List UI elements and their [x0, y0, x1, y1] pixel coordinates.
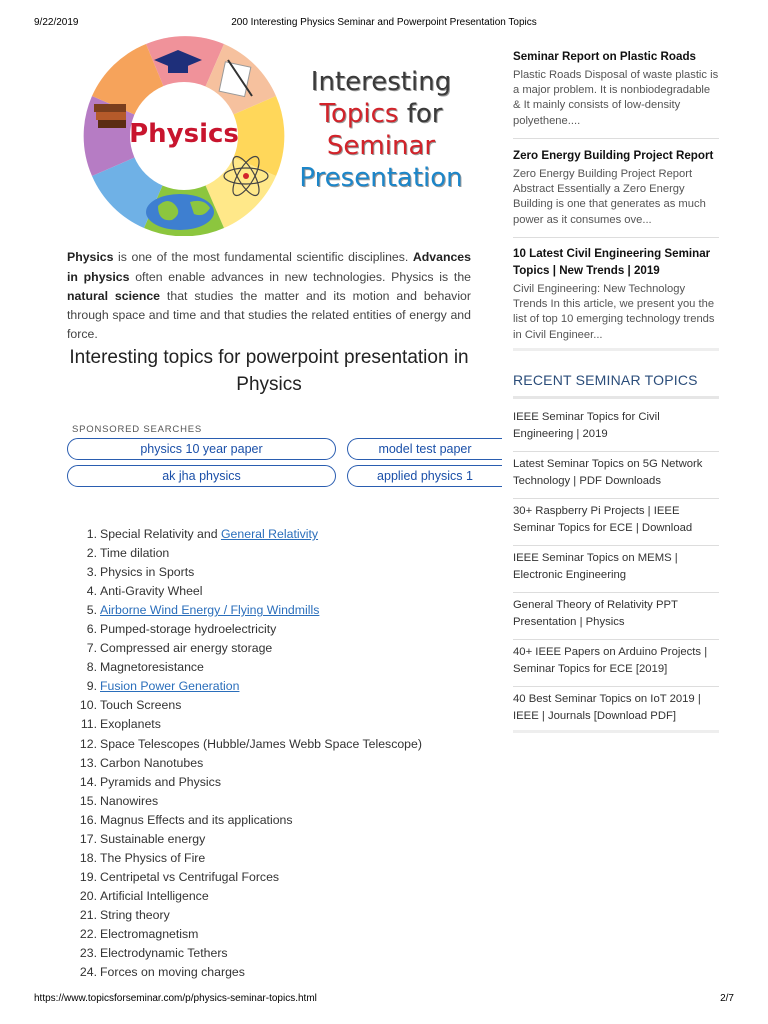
topic-item	[67, 620, 487, 639]
topic-text: Centripetal vs Centrifugal Forces	[100, 869, 280, 884]
topic-text: Artificial Intelligence	[100, 888, 209, 903]
topic-text: Electrodynamic Tethers	[100, 946, 228, 961]
topic-number: 11.	[80, 717, 97, 732]
print-title: 200 Interesting Physics Seminar and Powerpoint Presentation Topics	[231, 17, 537, 28]
topic-number: 18.	[79, 850, 97, 865]
print-date: 9/22/2019	[34, 17, 79, 28]
topic-item	[67, 735, 487, 754]
topic-number: 9.	[86, 679, 97, 694]
print-footer	[34, 993, 734, 1007]
topic-item	[67, 658, 487, 677]
hero-graphic	[80, 34, 302, 236]
topic-item	[67, 563, 487, 582]
topic-item	[67, 601, 487, 620]
topic-item	[67, 906, 487, 925]
topic-link[interactable]: Airborne Wind Energy / Flying Windmills	[100, 603, 320, 618]
topic-number: 24.	[79, 965, 97, 980]
intro-bold-advances: Advances in physics	[67, 250, 471, 284]
topic-item	[67, 963, 487, 982]
topic-text: Exoplanets	[100, 717, 161, 732]
divider	[513, 138, 719, 139]
divider	[513, 348, 719, 351]
topic-number: 14.	[79, 774, 97, 789]
topic-number: 6.	[86, 622, 97, 637]
topic-item	[67, 868, 487, 887]
topic-number: 5.	[86, 603, 97, 618]
print-url: https://www.topicsforseminar.com/p/physics-seminar-topics.html	[34, 993, 317, 1004]
sponsored-label: SPONSORED SEARCHES	[72, 424, 203, 435]
recent-topic-item[interactable]: IEEE Seminar Topics on MEMS | Electronic Engineering	[513, 552, 678, 581]
recent-topic-item[interactable]: IEEE Seminar Topics for Civil Engineering | 2019	[513, 411, 660, 440]
print-page-number: 2/7	[720, 993, 734, 1004]
recent-topics-heading: RECENT SEMINAR TOPICS	[513, 372, 698, 388]
topic-text: Carbon Nanotubes	[100, 755, 204, 770]
popular-post-excerpt: Plastic Roads Disposal of waste plastic is a major problem. It is nonbiodegradable & It mainly consists of low-density polyethene....	[513, 69, 719, 127]
popular-post-2	[513, 147, 719, 228]
divider	[513, 237, 719, 238]
topic-item	[67, 887, 487, 906]
topic-item	[67, 677, 487, 696]
divider	[513, 498, 719, 499]
topic-number: 13.	[79, 755, 97, 770]
topic-number: 12.	[79, 736, 97, 751]
hero-line-2	[292, 98, 470, 130]
hero-line-3: Seminar	[326, 131, 436, 161]
topic-number: 1.	[86, 527, 97, 541]
topic-number: 20.	[79, 888, 97, 903]
topic-text: Magnus Effects and its applications	[100, 812, 293, 827]
topic-text: Anti-Gravity Wheel	[100, 584, 203, 599]
hero-line-2b: for	[398, 99, 443, 129]
intro-text-2: often enable advances in new technologies. Physics is the	[129, 269, 471, 284]
topics-list	[67, 525, 487, 982]
recent-topic-item[interactable]: Latest Seminar Topics on 5G Network Technology | PDF Downloads	[513, 458, 703, 487]
recent-topic-item[interactable]: 40 Best Seminar Topics on IoT 2019 | IEEE | Journals [Download PDF]	[513, 693, 701, 722]
topic-number: 2.	[86, 546, 97, 561]
topic-number: 19.	[79, 869, 97, 884]
hero-line-4: Presentation	[299, 163, 463, 193]
topic-item	[67, 525, 487, 544]
physics-wheel-image	[80, 34, 302, 236]
topic-item	[67, 544, 487, 563]
topic-item	[67, 773, 487, 792]
topic-item	[67, 639, 487, 658]
intro-text-1: is one of the most fundamental scientific disciplines.	[113, 250, 413, 265]
topic-item	[67, 944, 487, 963]
sponsored-search-1[interactable]: physics 10 year paper	[67, 438, 336, 460]
topic-text: String theory	[100, 907, 170, 922]
topic-text: The Physics of Fire	[100, 850, 206, 865]
topic-number: 22.	[79, 926, 97, 941]
hero-line-2a: Topics	[319, 99, 399, 129]
topic-link[interactable]: General Relativity	[220, 527, 319, 541]
popular-post-title[interactable]: Zero Energy Building Project Report	[513, 149, 714, 162]
hero-title	[292, 66, 470, 194]
topic-number: 8.	[86, 660, 97, 675]
popular-post-excerpt: Zero Energy Building Project Report Abstract Essentially a Zero Energy Building is one that generates as much power as it consumes ove...	[513, 168, 706, 226]
divider	[513, 730, 719, 733]
topic-item	[67, 792, 487, 811]
sponsored-search-2[interactable]: model test paper	[347, 438, 502, 460]
hero-center-word: Physics	[129, 119, 239, 149]
topic-item	[67, 849, 487, 868]
topic-number: 23.	[79, 946, 97, 961]
hero-line-1: Interesting	[310, 67, 452, 97]
recent-topic-item[interactable]: 40+ IEEE Papers on Arduino Projects | Seminar Topics for ECE [2019]	[513, 646, 708, 675]
recent-topic-item[interactable]: 30+ Raspberry Pi Projects | IEEE Seminar Topics for ECE | Download	[513, 505, 693, 534]
topic-text: Physics in Sports	[100, 565, 195, 580]
topic-number: 21.	[79, 907, 97, 922]
topic-link[interactable]: Fusion Power Generation	[100, 679, 240, 694]
intro-bold-physics: Physics	[67, 250, 114, 265]
divider	[513, 686, 719, 687]
topic-text: Special Relativity and	[100, 527, 221, 541]
sponsored-search-3[interactable]: ak jha physics	[67, 465, 336, 487]
topic-text: Time dilation	[100, 546, 170, 561]
divider	[513, 545, 719, 546]
popular-post-title[interactable]: 10 Latest Civil Engineering Seminar Topics | New Trends | 2019	[513, 247, 711, 277]
topic-text: Space Telescopes (Hubble/James Webb Space Telescope)	[100, 736, 422, 751]
topic-number: 7.	[86, 641, 97, 656]
topic-number: 3.	[86, 565, 97, 580]
popular-post-title[interactable]: Seminar Report on Plastic Roads	[513, 50, 696, 63]
topic-item	[67, 811, 487, 830]
divider	[513, 639, 719, 640]
sponsored-search-4[interactable]: applied physics 1	[347, 465, 502, 487]
topic-number: 10.	[79, 698, 97, 713]
topic-text: Magnetoresistance	[100, 660, 204, 675]
topic-text: Touch Screens	[100, 698, 182, 713]
topic-text: Pumped-storage hydroelectricity	[100, 622, 277, 637]
intro-bold-natural-science: natural science	[67, 288, 161, 303]
divider	[513, 451, 719, 452]
topic-item	[67, 830, 487, 849]
popular-post-1	[513, 48, 719, 129]
print-header	[34, 17, 734, 31]
topic-text: Electromagnetism	[100, 926, 199, 941]
topic-text: Forces on moving charges	[100, 965, 245, 980]
topic-text: Pyramids and Physics	[100, 774, 221, 789]
recent-topic-item[interactable]: General Theory of Relativity PPT Presentation | Physics	[513, 599, 678, 628]
topic-number: 15.	[79, 793, 97, 808]
divider	[513, 592, 719, 593]
topic-item	[67, 754, 487, 773]
topic-number: 17.	[79, 831, 97, 846]
topic-number: 16.	[79, 812, 97, 827]
topic-text: Sustainable energy	[100, 831, 206, 846]
intro-paragraph	[67, 248, 471, 344]
intro-text-3: that studies the matter and its motion and behavior through space and time and that studies the related entities of energy and force.	[67, 288, 471, 342]
topic-item	[67, 715, 487, 734]
topic-text: Nanowires	[100, 793, 159, 808]
popular-post-3	[513, 245, 719, 343]
recent-topics-underline	[513, 396, 719, 399]
topic-item	[67, 696, 487, 715]
topic-number: 4.	[86, 584, 97, 599]
topic-text: Compressed air energy storage	[100, 641, 273, 656]
popular-post-excerpt: Civil Engineering: New Technology Trends In this article, we present you the list of top 10 emerging technology trends in Civil Engineer...	[513, 283, 715, 341]
topic-item	[67, 925, 487, 944]
section-heading: Interesting topics for powerpoint presentation in Physics	[69, 347, 469, 395]
topic-item	[67, 582, 487, 601]
